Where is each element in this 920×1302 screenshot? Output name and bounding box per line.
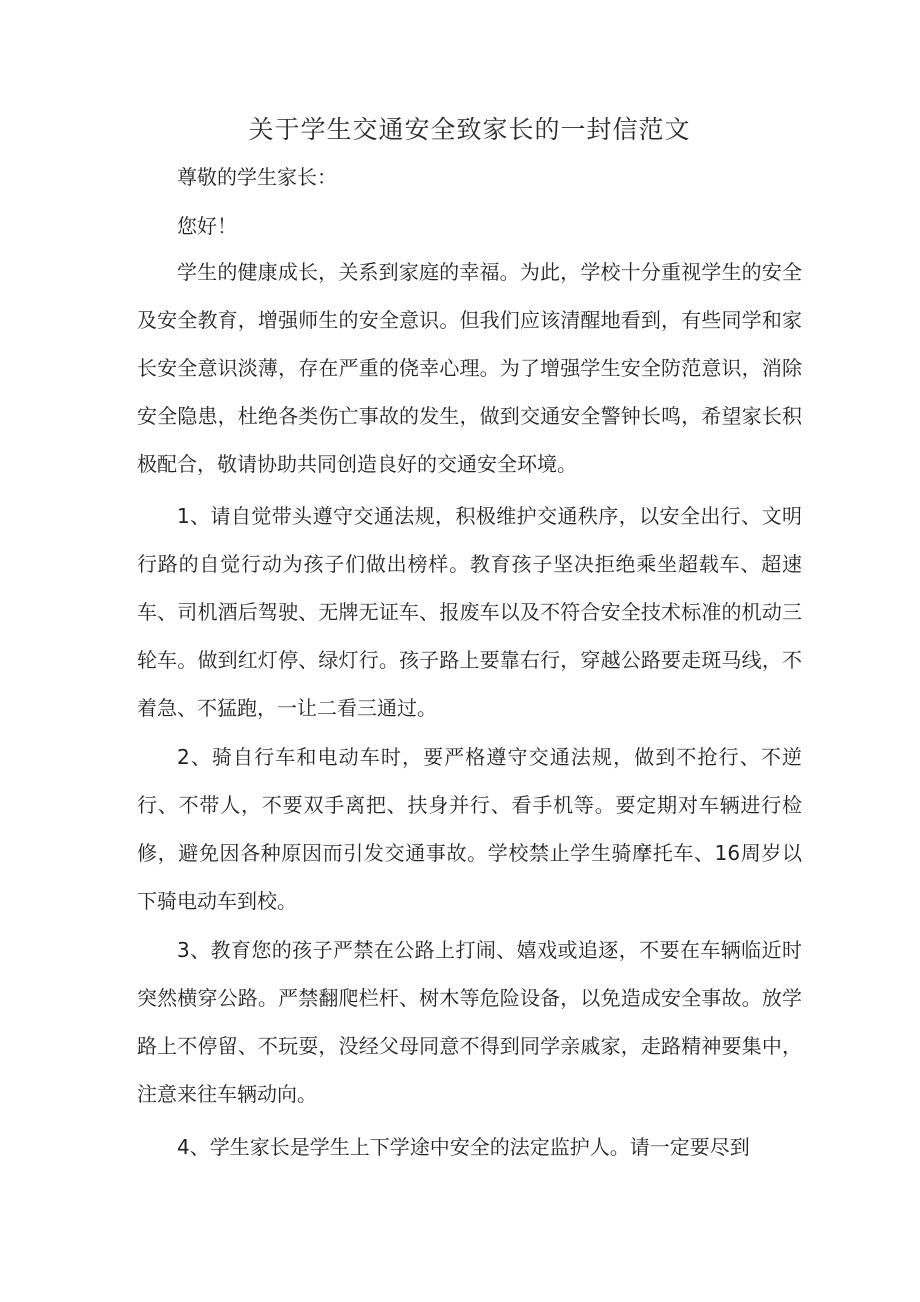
paragraph-item-4: 4、学生家长是学生上下学途中安全的法定监护人。请一定要尽到 <box>177 1135 750 1159</box>
paragraph-item-1: 1、请自觉带头遵守交通法规，积极维护交通秩序，以安全出行、文明行路的自觉行动为孩子们做出榜样。教育孩子坚决拒绝乘坐超载车、超速车、司机酒后驾驶、无牌无证车、报废车以及不符合安全技术标准的机动三轮车。做到红灯停、绿灯行。孩子路上要靠右行，穿越公路要走斑马线，不着急、不猛跑，一让二看三通过。 <box>137 504 802 720</box>
greeting: 您好！ <box>177 214 237 238</box>
salutation: 尊敬的学生家长： <box>177 165 337 189</box>
paragraph-intro: 学生的健康成长，关系到家庭的幸福。为此，学校十分重视学生的安全及安全教育，增强师生的安全意识。但我们应该清醒地看到，有些同学和家长安全意识淡薄，存在严重的侥幸心理。为了增强学生安全防范意识，消除安全隐患，杜绝各类伤亡事故的发生，做到交通安全警钟长鸣，希望家长积极配合，敬请协助共同创造良好的交通安全环境。 <box>137 260 802 476</box>
paragraph-item-3: 3、教育您的孩子严禁在公路上打闹、嬉戏或追逐，不要在车辆临近时突然横穿公路。严禁翻爬栏杆、树木等危险设备，以免造成安全事故。放学路上不停留、不玩耍，没经父母同意不得到同学亲戚家，走路精神要集中，注意来往车辆动向。 <box>137 938 802 1106</box>
document-title: 关于学生交通安全致家长的一封信范文 <box>248 115 691 144</box>
paragraph-item-2: 2、骑自行车和电动车时，要严格遵守交通法规，做到不抢行、不逆行、不带人，不要双手离把、扶身并行、看手机等。要定期对车辆进行检修，避免因各种原因而引发交通事故。学校禁止学生骑摩托车、16周岁以下骑电动车到校。 <box>137 745 802 913</box>
